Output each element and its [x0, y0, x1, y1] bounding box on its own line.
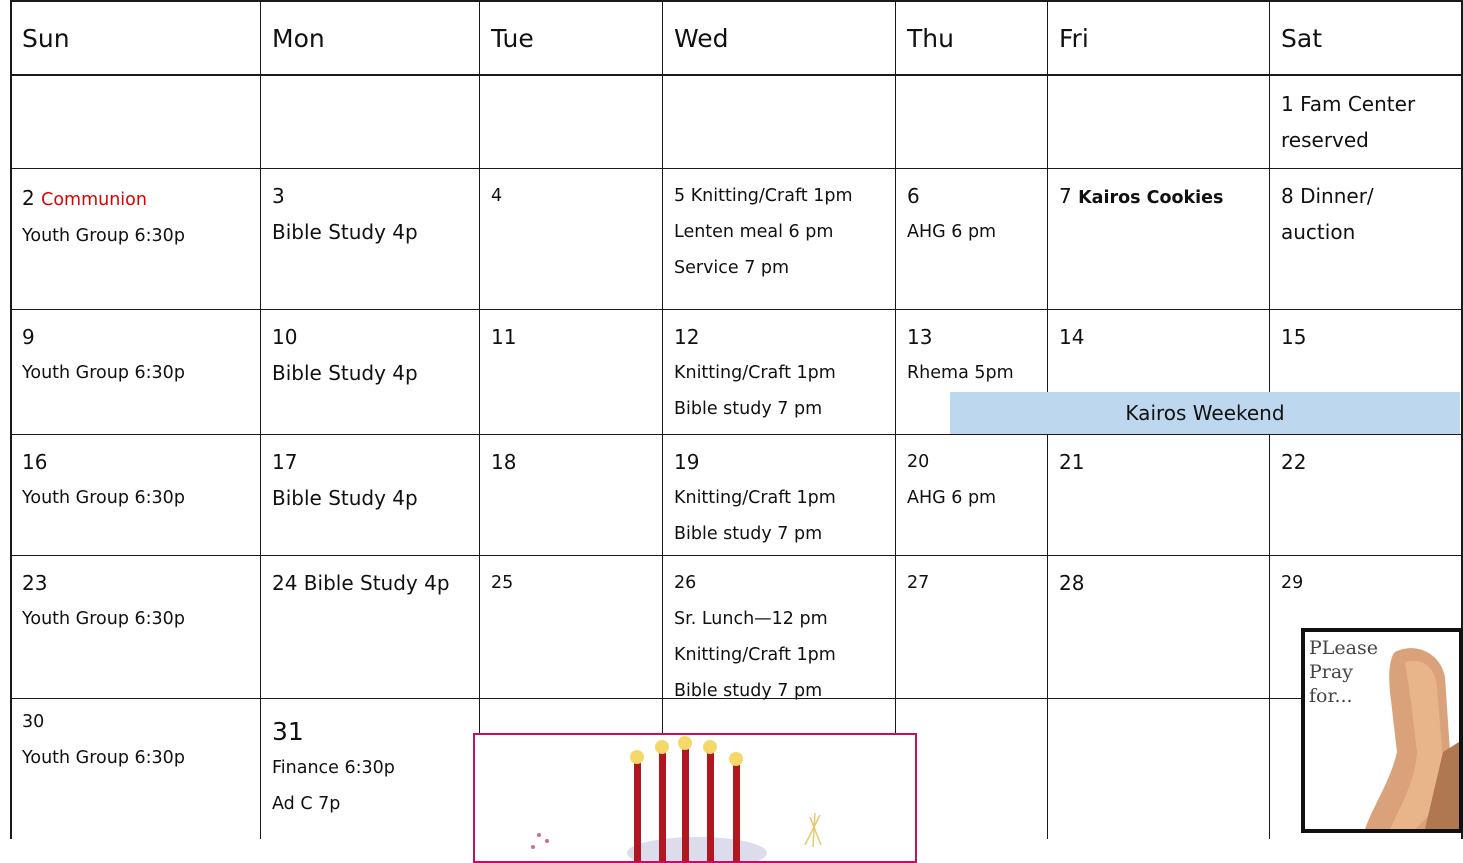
event-text: Bible study 7 pm — [674, 399, 823, 419]
day-cell-17 — [260, 434, 479, 516]
day-number: 16 — [22, 450, 48, 474]
weekday-header-fri: Fri — [1059, 24, 1089, 53]
day-cell-29 — [1269, 555, 1461, 601]
day-number: 12 — [674, 325, 700, 349]
day-cell-31 — [260, 698, 479, 822]
event-text: Youth Group 6:30p — [22, 226, 185, 246]
event-line — [1059, 178, 1261, 216]
day-cell-20 — [895, 434, 1047, 516]
day-cell-3 — [260, 168, 479, 250]
day-number: 14 — [1059, 325, 1085, 349]
day-number: 19 — [674, 450, 700, 474]
day-number: 15 — [1281, 325, 1307, 349]
event-text: Bible study 7 pm — [674, 524, 823, 544]
event-text: Bible Study 4p — [272, 361, 418, 385]
day-number: 30 — [22, 712, 45, 732]
event-text: AHG 6 pm — [907, 222, 997, 242]
event-text: Knitting/Craft 1pm — [674, 645, 836, 665]
grid-line — [479, 0, 480, 839]
event-text: Bible Study 4p — [272, 220, 418, 244]
day-number: 11 — [491, 325, 517, 349]
event-text: Knitting/Craft 1pm — [674, 488, 836, 508]
event-text: Bible Study 4p — [272, 486, 418, 510]
weekday-header-wed: Wed — [674, 24, 729, 53]
day-number: 26 — [674, 573, 697, 593]
day-number: 7 — [1059, 184, 1072, 208]
day-number: 3 — [272, 184, 285, 208]
day-number: 31 — [272, 717, 304, 746]
day-number-line — [22, 180, 252, 218]
day-number: 6 — [907, 184, 920, 208]
day-cell-16 — [10, 434, 260, 516]
event-text: Lenten meal 6 pm — [674, 222, 834, 242]
pray-text-line: PLease — [1309, 637, 1378, 659]
event-text: Youth Group 6:30p — [22, 748, 185, 768]
day-cell-12 — [662, 309, 895, 427]
day-cell-27 — [895, 555, 1047, 601]
event-text: Ad C 7p — [272, 794, 341, 814]
day-number: 22 — [1281, 450, 1307, 474]
day-number: 13 — [907, 325, 933, 349]
kairos-weekend-banner: Kairos Weekend — [950, 392, 1460, 434]
day-cell-5 — [662, 168, 895, 286]
event-text: auction — [1281, 220, 1356, 244]
event-text: Knitting/Craft 1pm — [674, 363, 836, 383]
event-text: Finance 6:30p — [272, 758, 395, 778]
weekday-header-tue: Tue — [491, 24, 534, 53]
day-cell-18 — [479, 434, 662, 480]
day-cell-9 — [10, 309, 260, 391]
event-text: reserved — [1281, 128, 1369, 152]
day-number: 21 — [1059, 450, 1085, 474]
pray-card-text — [1309, 636, 1378, 708]
event-text: Rhema 5pm — [907, 363, 1014, 383]
cake-candles-graphic — [475, 735, 917, 863]
day-cell-2 — [10, 168, 260, 254]
event-text: Youth Group 6:30p — [22, 609, 185, 629]
day-number: 25 — [491, 573, 514, 593]
event-text-bold: Kairos Cookies — [1078, 188, 1224, 208]
weekday-header-sun: Sun — [22, 24, 70, 53]
day-number: 4 — [491, 186, 503, 206]
event-text: Youth Group 6:30p — [22, 488, 185, 508]
day-cell-22 — [1269, 434, 1461, 480]
day-cell-30 — [10, 698, 260, 776]
event-text: Sr. Lunch—12 pm — [674, 609, 828, 629]
grid-line — [895, 0, 896, 839]
event-text: Service 7 pm — [674, 258, 790, 278]
day-cell-19 — [662, 434, 895, 552]
day-cell-14 — [1047, 309, 1269, 355]
please-pray-card — [1301, 628, 1463, 833]
communion-label: Communion — [41, 190, 147, 210]
event-text: 24 Bible Study 4p — [272, 571, 450, 595]
day-cell-28 — [1047, 555, 1269, 601]
day-number: 17 — [272, 450, 298, 474]
event-text: 1 Fam Center — [1281, 92, 1416, 116]
day-cell-13 — [895, 309, 1047, 391]
day-number: 20 — [907, 452, 930, 472]
birthday-cake-image — [473, 733, 917, 863]
pray-text-line: for... — [1309, 685, 1353, 707]
weekday-header-thu: Thu — [907, 24, 954, 53]
day-cell-10 — [260, 309, 479, 391]
event-text: Bible study 7 pm — [674, 681, 823, 701]
day-cell-15 — [1269, 309, 1461, 355]
day-cell-24 — [260, 555, 479, 601]
day-cell-25 — [479, 555, 662, 601]
day-number: 27 — [907, 573, 930, 593]
day-cell-11 — [479, 309, 662, 355]
day-number: 18 — [491, 450, 517, 474]
day-cell-21 — [1047, 434, 1269, 480]
day-number: 29 — [1281, 573, 1304, 593]
day-cell-4 — [479, 168, 662, 214]
pray-text-line: Pray — [1309, 661, 1353, 683]
day-number: 2 — [22, 186, 35, 210]
weekday-header-sat: Sat — [1281, 24, 1322, 53]
day-number: 10 — [272, 325, 298, 349]
day-cell-8 — [1269, 168, 1461, 250]
day-cell-1 — [1269, 76, 1461, 158]
day-number: 9 — [22, 325, 35, 349]
day-cell-6 — [895, 168, 1047, 250]
day-cell-23 — [10, 555, 260, 637]
event-text: 5 Knitting/Craft 1pm — [674, 186, 853, 206]
day-cell-7 — [1047, 168, 1269, 216]
event-text: 8 Dinner/ — [1281, 184, 1374, 208]
day-number: 23 — [22, 571, 48, 595]
day-cell-26 — [662, 555, 895, 709]
weekday-header-mon: Mon — [272, 24, 325, 53]
day-number: 28 — [1059, 571, 1085, 595]
event-text: AHG 6 pm — [907, 488, 997, 508]
event-text: Youth Group 6:30p — [22, 363, 185, 383]
